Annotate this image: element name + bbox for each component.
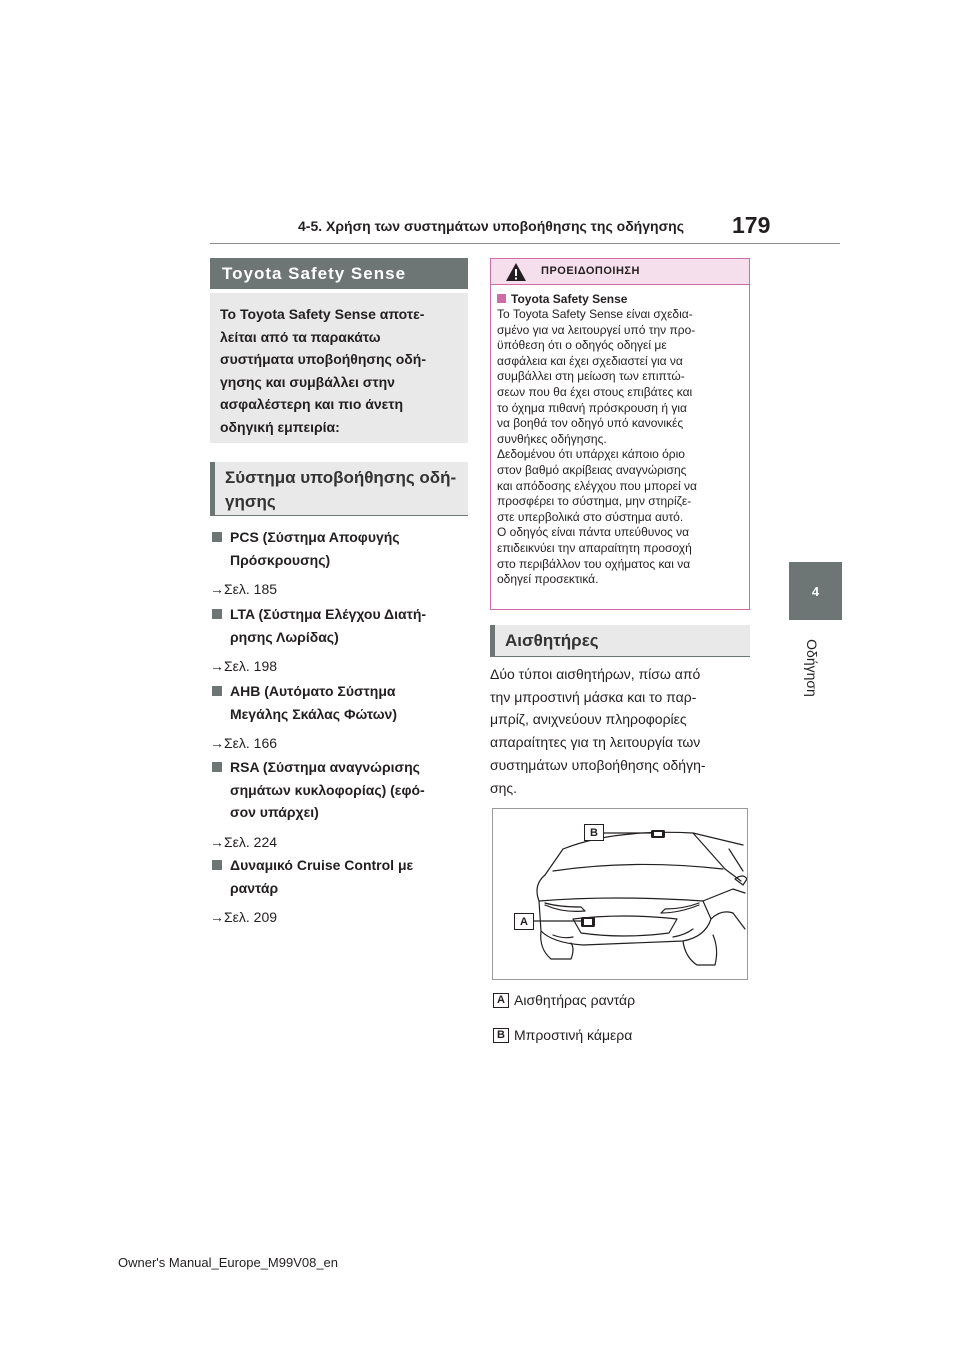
arrow-right-icon: → <box>210 658 224 674</box>
item-title <box>210 680 468 725</box>
page-reference-text: Σελ. 209 <box>224 909 278 925</box>
item-title-line: Δυναμικό Cruise Control με <box>230 857 414 873</box>
warning-label: ΠΡΟΕΙΔΟΠΟΙΗΣΗ <box>541 265 640 277</box>
chapter-number: 4 <box>811 583 820 599</box>
header-divider <box>210 243 840 244</box>
chapter-label-text: Οδήγηση <box>804 639 820 697</box>
page-reference[interactable] <box>210 733 468 753</box>
intro-line: λείται από τα παρακάτω <box>220 328 381 345</box>
legend-text: Μπροστινή κάμερα <box>514 1027 633 1043</box>
item-title <box>210 603 468 648</box>
warning-subheading <box>497 292 627 306</box>
sensor-location-figure <box>492 808 748 980</box>
system-item-acc <box>210 854 468 927</box>
callout-a: A <box>514 913 534 930</box>
item-title-line: Πρόσκρουσης) <box>230 551 331 568</box>
section-header-title: 4-5. Χρήση των συστημάτων υποβοήθησης της οδήγησης <box>298 218 684 234</box>
item-title-line: Μεγάλης Σκάλας Φώτων) <box>230 705 398 722</box>
item-title-line: LTA (Σύστημα Ελέγχου Διατή- <box>230 606 427 622</box>
item-title-line: AHB (Αυτόματο Σύστημα <box>230 683 396 699</box>
item-title <box>210 526 468 571</box>
page-reference-text: Σελ. 224 <box>224 833 278 850</box>
legend-item-camera <box>493 1027 632 1043</box>
page-reference[interactable] <box>210 579 468 599</box>
chapter-label <box>797 628 827 708</box>
square-bullet-icon <box>212 609 222 619</box>
item-title-line: RSA (Σύστημα αναγνώρισης <box>230 759 420 775</box>
page-reference[interactable] <box>210 907 468 927</box>
arrow-right-icon: → <box>210 833 224 850</box>
page-reference-text: Σελ. 185 <box>224 581 278 597</box>
page-reference[interactable] <box>210 832 468 852</box>
arrow-right-icon: → <box>210 581 224 597</box>
legend-tag: B <box>493 1028 509 1043</box>
intro-line: ασφαλέστερη και πιο άνετη <box>220 396 404 412</box>
intro-line: Το Toyota Safety Sense αποτε- <box>220 306 425 322</box>
item-title <box>210 756 468 824</box>
warning-text: Το Toyota Safety Sense είναι σχεδια- σμένο για να λειτουργεί υπό την προ- ϋπόθεση ότι ο οδηγός οδηγεί με ασφάλεια και έχει σχεδιαστεί για να συμβάλλει στη μείωση των επιπτώ- σεων που θα έχει στους επιβάτες και το όχημα πιθανή πρόσκρουση ή για να βοηθά τον οδηγό υπό κανονικές συνθήκες οδήγησης. Δεδομένου ότι υπάρχει κάποιο όριο στον βαθμό ακρίβειας αναγνώρισης και απόδοσης ελέγχου που μπορεί να προσφέρει το σύστημα, μην στηρίζε- στε υπερβολικά στο σύστημα αυτό. Ο οδηγός είναι πάντα υπεύθυνος να επιδεικνύει την απαραίτητη προσοχή στο περιβάλλον του οχήματος και να οδηγεί προσεκτικά. <box>497 307 697 587</box>
square-bullet-icon <box>212 532 222 542</box>
intro-line: συστήματα υποβοήθησης οδή- <box>220 351 426 367</box>
intro-line: οδηγική εμπειρία: <box>220 418 340 435</box>
system-item-lta <box>210 603 468 676</box>
page-reference-text: Σελ. 166 <box>224 735 278 751</box>
heading-line: γησης <box>225 492 276 511</box>
page-reference[interactable] <box>210 656 468 676</box>
page-reference-text: Σελ. 198 <box>224 658 278 674</box>
square-bullet-icon <box>212 762 222 772</box>
item-title-line: σημάτων κυκλοφορίας) (εφό- <box>230 781 425 798</box>
assist-systems-heading <box>210 462 468 516</box>
toyota-safety-sense-banner: Toyota Safety Sense <box>210 258 468 289</box>
legend-tag: A <box>493 993 509 1008</box>
system-item-ahb <box>210 680 468 753</box>
square-bullet-icon <box>497 294 506 303</box>
item-title-line: ραντάρ <box>230 879 279 896</box>
warning-triangle-icon <box>505 262 527 282</box>
sensors-description: Δύο τύποι αισθητήρων, πίσω από την μπροστινή μάσκα και το παρ- μπρίζ, ανιχνεύουν πληροφορίες απαραίτητες για τη λειτουργία των συστημάτων υποβοήθησης οδήγη- σης. <box>490 666 706 796</box>
item-title-line: PCS (Σύστημα Αποφυγής <box>230 529 400 545</box>
sensors-heading: Αισθητήρες <box>490 625 750 657</box>
footer-text: Owner's Manual_Europe_M99V08_en <box>118 1255 339 1270</box>
arrow-right-icon: → <box>210 909 224 925</box>
item-title-line: σον υπάρχει) <box>230 804 319 820</box>
square-bullet-icon <box>212 860 222 870</box>
page-number: 179 <box>732 212 771 238</box>
square-bullet-icon <box>212 686 222 696</box>
system-item-pcs <box>210 526 468 599</box>
intro-box <box>210 293 468 443</box>
item-title <box>210 854 468 899</box>
arrow-right-icon: → <box>210 735 224 751</box>
system-item-rsa <box>210 756 468 852</box>
heading-line: Σύστημα υποβοήθησης οδή- <box>225 468 457 487</box>
car-illustration <box>493 809 748 980</box>
legend-text: Αισθητήρας ραντάρ <box>514 992 636 1008</box>
intro-line: γησης και συμβάλλει στην <box>220 373 395 390</box>
legend-item-radar <box>493 992 635 1008</box>
item-title-line: ρησης Λωρίδας) <box>230 628 339 645</box>
warning-subheading-text: Toyota Safety Sense <box>511 292 628 306</box>
chapter-tab <box>789 562 842 620</box>
callout-b: B <box>584 824 604 841</box>
